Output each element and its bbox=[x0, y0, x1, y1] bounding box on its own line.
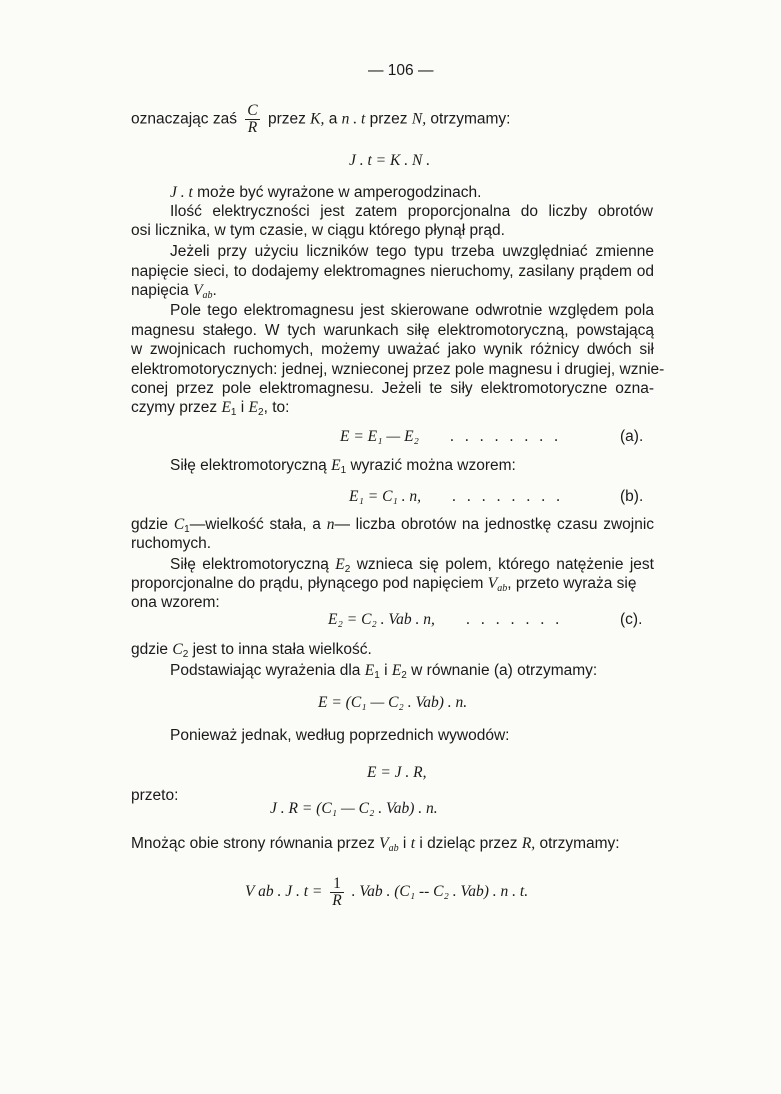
paragraph-line: Ilość elektryczności jest zatem proporcjonalna do liczby obrotów bbox=[170, 203, 653, 220]
equation-b-tag: (b). bbox=[620, 488, 644, 505]
intro-line: oznaczając zaś $\frac{C}{R}$ przez K, a n . t przez N, otrzymamy: bbox=[131, 102, 511, 136]
fraction-c-over-r: $\frac{C}{R}$ bbox=[247, 102, 258, 136]
equation-c: E₂ = C₂ . Vab . n, bbox=[328, 611, 435, 628]
equation-e: E = J . R, bbox=[367, 764, 427, 781]
paragraph-line: gdzie $C_2$ jest to inna stała wielkość. bbox=[131, 641, 372, 660]
paragraph-line: Siłę elektromotoryczną $E_1$ wyrazić można wzorem: bbox=[170, 457, 516, 476]
leader-dots: ........ bbox=[452, 488, 571, 505]
equation-g: V ab . J . t = $\frac{1}{R}$ . Vab . (C₁ -- C₂ . Vab) . n . t. bbox=[245, 875, 529, 909]
paragraph-line: czymy przez $E_1$ i $E_2$, to: bbox=[131, 399, 290, 418]
paragraph-line: Mnożąc obie strony równania przez $V_{ab}$ i t i dzieląc przez R, otrzymamy: bbox=[131, 835, 620, 854]
paragraph-line: J . t może być wyrażone w amperogodzinach. bbox=[170, 184, 482, 201]
leader-dots: ........ bbox=[450, 428, 569, 445]
paragraph-line: proporcjonalne do prądu, płynącego pod napięciem $V_{ab}$, przeto wyraża się bbox=[131, 575, 637, 594]
paragraph-line: Jeżeli przy użyciu liczników tego typu trzeba uwzględniać zmienne bbox=[170, 243, 654, 260]
fraction-one-over-r: $\frac{1}{R}$ bbox=[332, 875, 342, 909]
paragraph-line: przeto: bbox=[131, 787, 179, 804]
paragraph-line: w zwojnicach ruchomych, możemy uważać jako wynik różnicy dwóch sił bbox=[131, 341, 654, 358]
equation-a: E = E₁ — E₂ bbox=[340, 428, 419, 445]
equation-f: J . R = (C₁ — C₂ . Vab) . n. bbox=[270, 800, 438, 817]
paragraph-line: Podstawiając wyrażenia dla $E_1$ i $E_2$ w równanie (a) otrzymamy: bbox=[170, 662, 598, 681]
paragraph-line: ruchomych. bbox=[131, 535, 212, 552]
leader-dots: ....... bbox=[466, 611, 571, 628]
equation-a-tag: (a). bbox=[620, 428, 644, 445]
paragraph-line: napięcia $V_{ab}$. bbox=[131, 282, 217, 301]
paragraph-line: Siłę elektromotoryczną $E_2$ wznieca się polem, którego natężenie jest bbox=[170, 556, 654, 575]
equation-b: E₁ = C₁ . n, bbox=[349, 488, 422, 505]
paragraph-line: ona wzorem: bbox=[131, 594, 220, 611]
paragraph-line: magnesu stałego. W tych warunkach siłę elektromotoryczną, powstającą bbox=[131, 322, 654, 339]
paragraph-line: gdzie $C_1—wielkość$ stała, a n— liczba obrotów na jednostkę czasu zwojnic bbox=[131, 516, 655, 535]
paragraph-line: conej przez pole elektromagnesu. Jeżeli te siły elektromotoryczne ozna- bbox=[131, 380, 654, 397]
paragraph-line: Ponieważ jednak, według poprzednich wywodów: bbox=[170, 727, 510, 744]
equation-jt-kn: J . t = K . N . bbox=[349, 152, 431, 169]
equation-c-tag: (c). bbox=[620, 611, 643, 628]
paragraph-line: napięcie sieci, to dodajemy elektromagnes nieruchomy, zasilany prądem od bbox=[131, 263, 654, 280]
paragraph-line: Pole tego elektromagnesu jest skierowane odwrotnie względem pola bbox=[170, 302, 654, 319]
page-number: — 106 — bbox=[368, 62, 434, 79]
paragraph-line: osi licznika, w tym czasie, w ciągu którego płynął prąd. bbox=[131, 222, 505, 239]
equation-d: E = (C₁ — C₂ . Vab) . n. bbox=[318, 694, 468, 711]
paragraph-line: elektromotorycznych: jednej, wznieconej przez pole magnesu i drugiej, wznie- bbox=[131, 361, 665, 378]
